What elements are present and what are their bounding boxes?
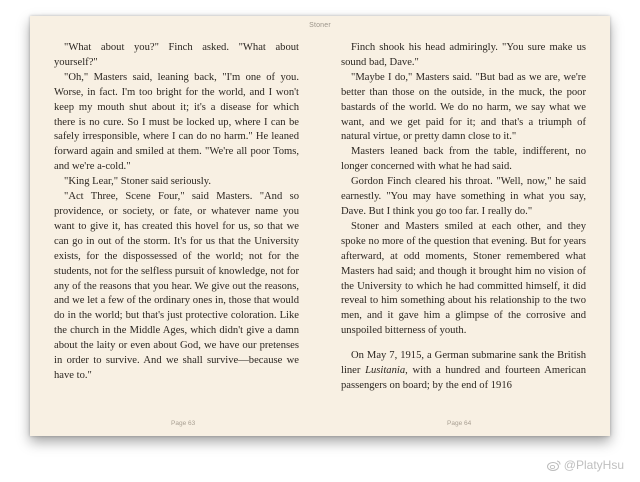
paragraph: "Maybe I do," Masters said. "But bad as we are, we're better than those on the outside, in the muck, the poor bastards of the world. We do no harm, we say what we want, and we get paid for it; and that's a triumph of natural virtue, or pretty damn close to it." xyxy=(341,71,586,143)
paragraph-text-before: On May 7, 1915, a German submarine sank the British liner xyxy=(341,350,586,377)
paragraph: "Oh," Masters said, leaning back, "I'm one of you. Worse, in fact. I'm too bright for the world, and I won't keep my mouth shut about it; it's a disease for which there is no cure. So I must be locked up, where I can be safely irresponsible, where I can do no harm." He leaned forward again and smiled at them. "We're all poor Toms, and we're a-cold." xyxy=(54,71,299,173)
paragraph: "Act Three, Scene Four," said Masters. "And so providence, or society, or fate, or whatever name you want to give it, has created this hovel for us, so that we can go in out of the storm. It's for us that the University exists, for the dispossessed of the world; not for the students, not for the selfless pursuit of knowledge, not for any of the reasons that you hear. We give out the reasons, and we let a few of the ordinary ones in, those that would do in the world; but that's just protective coloration. Like the church in the Middle Ages, which didn't give a damn about the laity or even about God, we have our pretenses in order to survive. And we shall survive—because we have to." xyxy=(54,191,299,381)
right-page-number: Page 64 xyxy=(447,420,472,427)
left-page[interactable] xyxy=(54,41,299,384)
ebook-spread xyxy=(30,16,610,436)
watermark-text: @PlatyHsu xyxy=(563,458,624,472)
paragraph: Gordon Finch cleared his throat. "Well, now," he said earnestly. "You may have something in what you say, Dave. But I think you go too far. I really do." xyxy=(341,176,586,217)
book-title: Stoner xyxy=(309,22,331,29)
paragraph: "King Lear," Stoner said seriously. xyxy=(64,176,211,188)
left-page-number: Page 63 xyxy=(171,420,196,427)
paragraph: Finch shook his head admiringly. "You sure make us sound bad, Dave." xyxy=(341,42,586,68)
paragraph: "What about you?" Finch asked. "What about yourself?" xyxy=(54,42,299,68)
italic-ship-name: Lusitania xyxy=(365,365,406,377)
paragraph-text-after: , with a hundred and fourteen American passengers on board; by the end of 1916 xyxy=(341,365,586,391)
right-page[interactable] xyxy=(341,41,586,394)
watermark xyxy=(547,458,624,472)
paragraph: Stoner and Masters smiled at each other, and they spoke no more of the question that evening. But for years afterward, at odd moments, Stoner remembered what Masters had said; and though it brought him no vision of the University to which he had committed himself, it did reveal to him something about his relationship to the two men, and it gave him a glimpse of the corrosive and unspoiled bitterness of youth. xyxy=(341,220,586,337)
section-paragraph xyxy=(341,349,586,394)
weibo-logo-icon xyxy=(547,460,561,471)
paragraph: Masters leaned back from the table, indifferent, no longer concerned with what he had said. xyxy=(341,146,586,173)
